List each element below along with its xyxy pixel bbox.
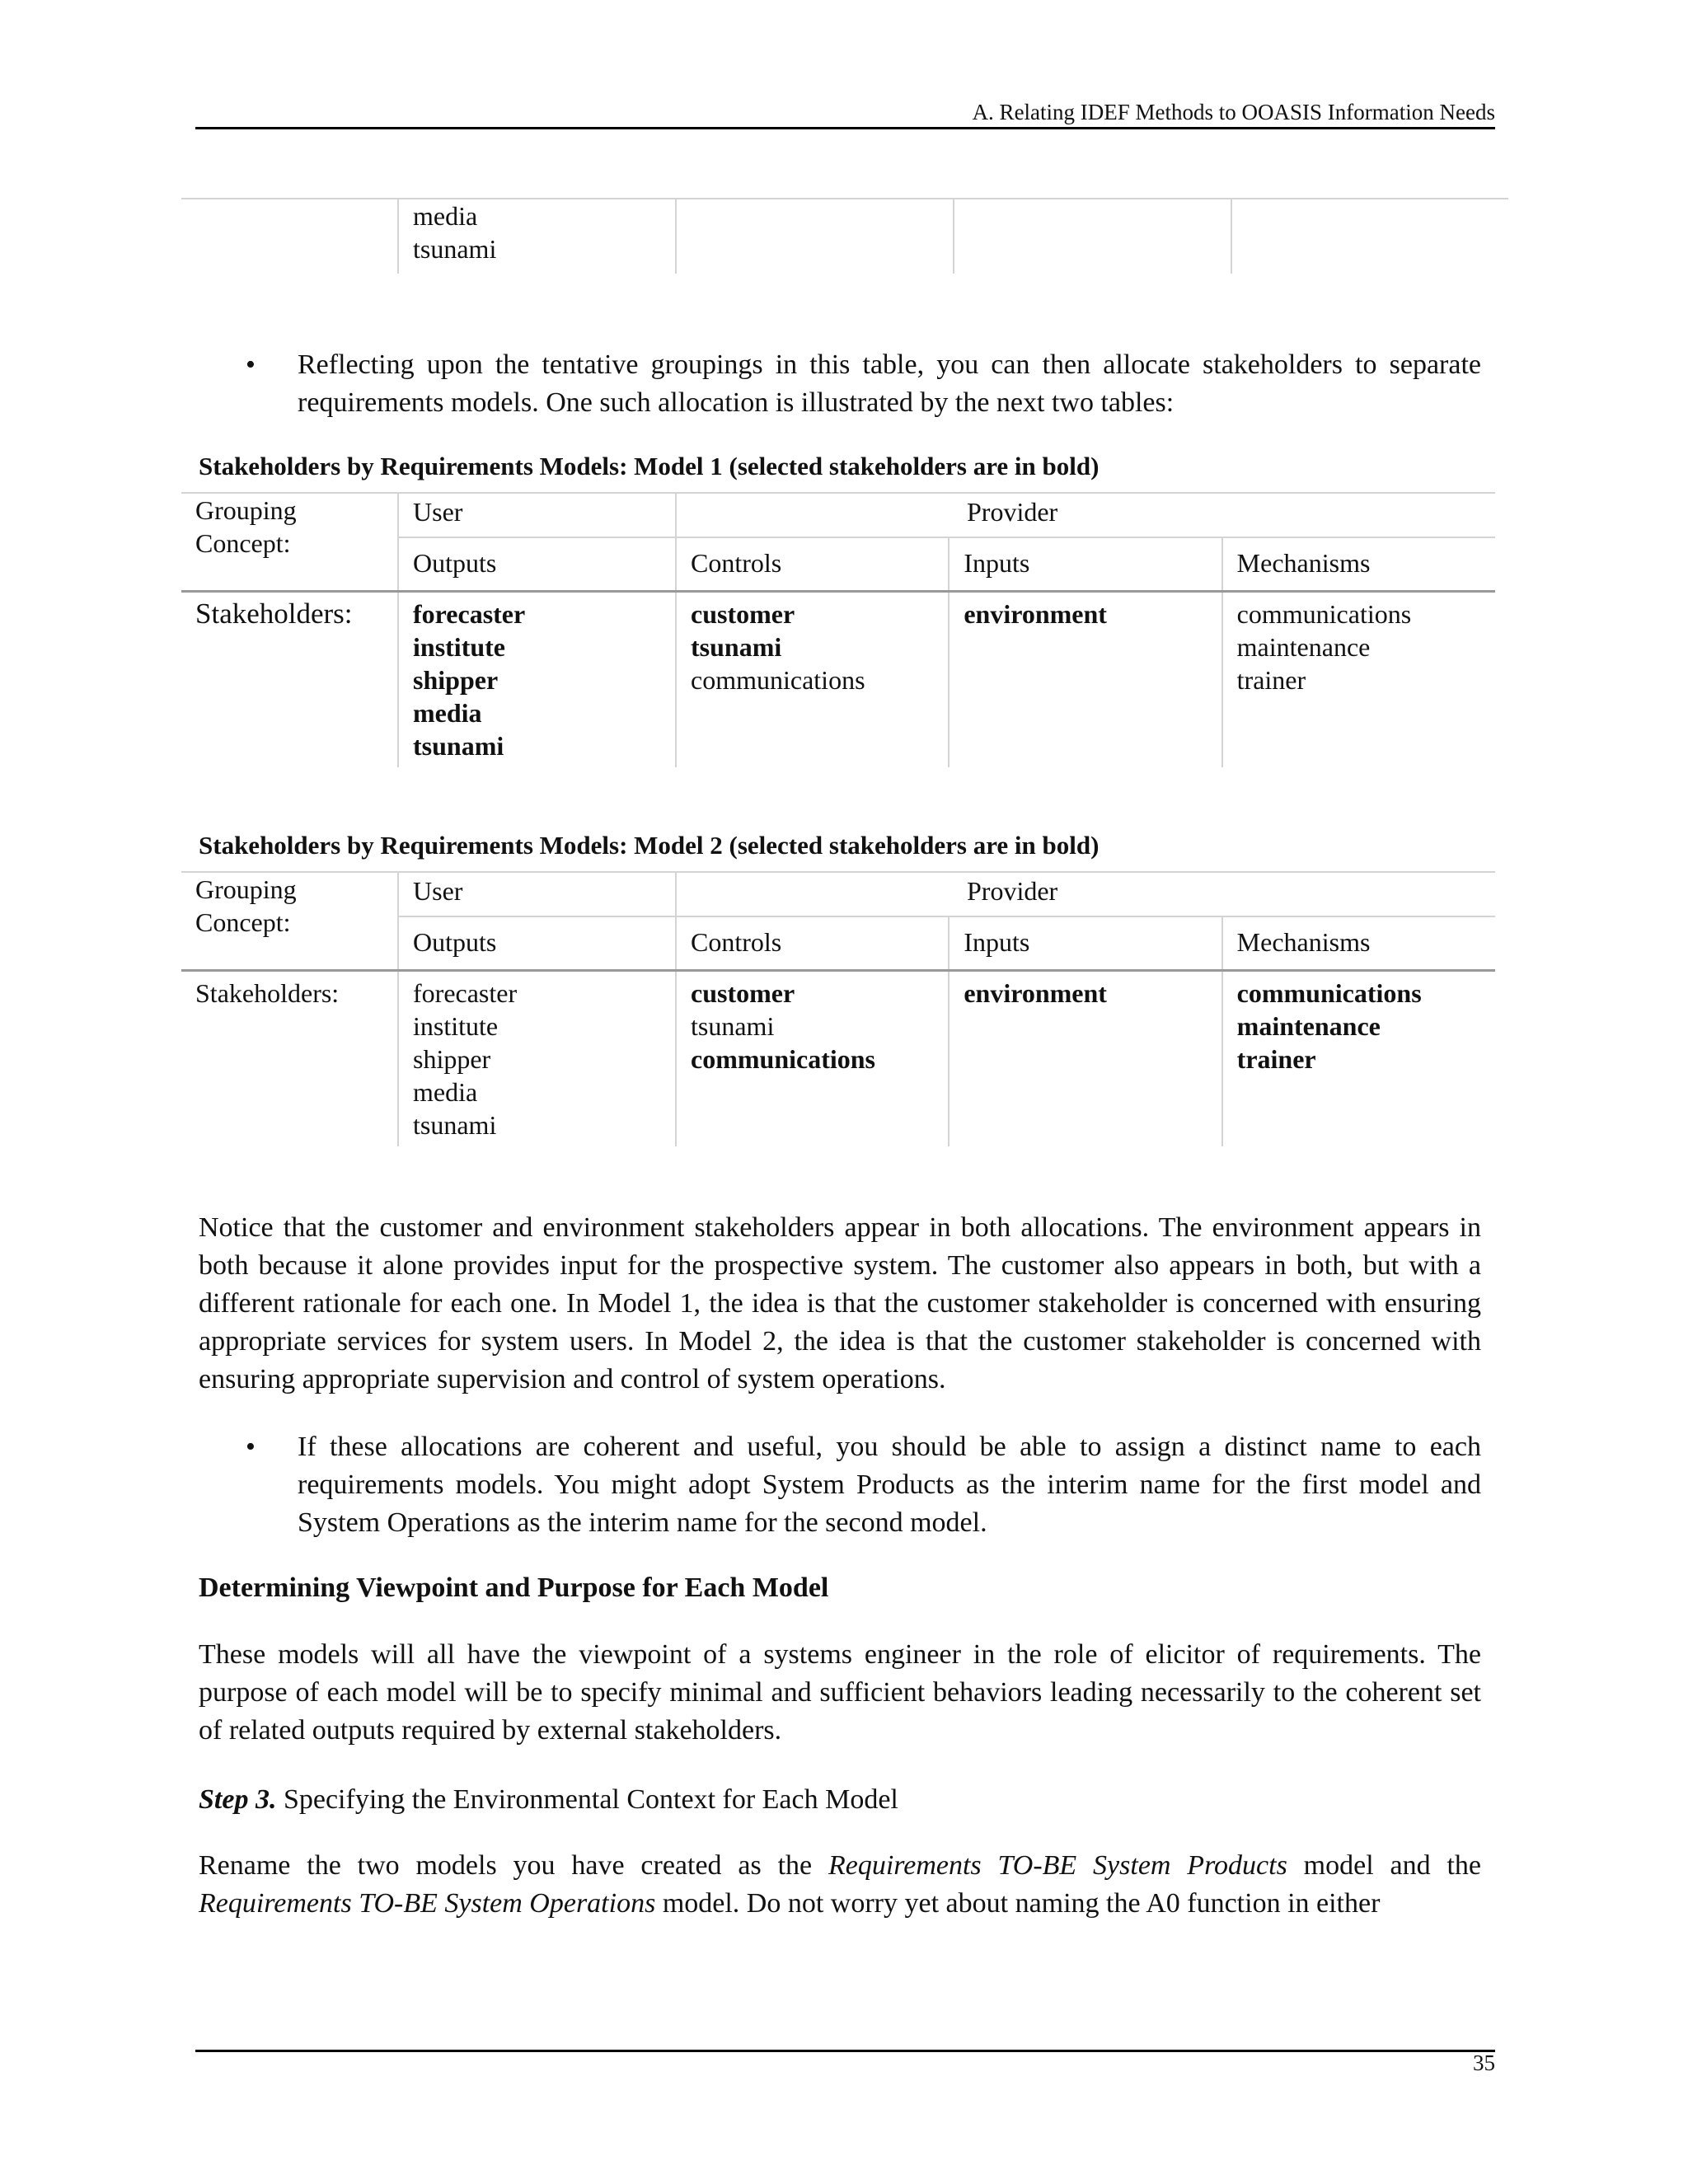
stakeholder-item: shipper [413,1044,491,1074]
bullet-icon: • [246,349,256,380]
table2-outputs-header: Outputs [398,916,676,971]
table2-controls-cell [676,971,949,1147]
table1-caption: Stakeholders by Requirements Models: Model 1 (selected stakeholders are in bold) [199,452,1100,480]
table2-mechanisms-cell [1222,971,1495,1147]
continued-output-item: tsunami [413,234,497,264]
stakeholder-item: maintenance [1236,1011,1381,1041]
bullet-text: If these allocations are coherent and useful, you should be able to assign a distinct name to each requirements models. You might adopt System Products as the interim name for the first model and System Operations as the interim name for the second model. [298,1432,1481,1538]
stakeholder-item: customer [691,599,795,629]
table1-user-header: User [398,493,676,537]
model-name-operations: Requirements TO-BE System Operations [199,1888,656,1919]
table1-outputs-cell [398,592,676,768]
stakeholder-item: forecaster [413,599,526,629]
stakeholder-item: environment [964,599,1107,629]
bullet-text: Reflecting upon the tentative groupings in this table, you can then allocate stakeholders to separate requirements models. One such allocation is illustrated by the next two tables: [298,349,1481,418]
table2-provider-header: Provider [676,872,1495,916]
paragraph-rename: Rename the two models you have created as the Requirements TO-BE System Products model and the Requirements TO-BE System Operations model. Do not worry yet about naming the A0 function in either [199,1850,1481,1919]
step-label: Step 3. [199,1784,277,1815]
continued-empty-cell [181,199,398,274]
table2-controls-header: Controls [676,916,949,971]
stakeholder-item: tsunami [413,731,504,761]
table1-inputs-header: Inputs [949,537,1221,592]
stakeholder-item: trainer [1236,1044,1316,1074]
table2-mechanisms-header: Mechanisms [1222,916,1495,971]
table2-grouping-label: Grouping Concept: [181,872,398,971]
stakeholder-item: media [413,1077,478,1107]
stakeholder-item: customer [691,978,795,1008]
table1-controls-header: Controls [676,537,949,592]
paragraph-allocations: Notice that the customer and environment stakeholders appear in both allocations. The environment appears in both because it alone provides input for the prospective system. The customer also appears in both, but with a different rationale for each one. In Model 1, the idea is that the customer stakeholder is concerned with ensuring appropriate services for system users. In Model 2, the idea is that the customer stakeholder is concerned with ensuring appropriate supervision and control of system operations. [199,1212,1481,1394]
stakeholder-item: communications [691,1044,875,1074]
continued-table [181,198,1508,274]
paragraph-viewpoint: These models will all have the viewpoint of a systems engineer in the role of elicitor of requirements. The purpose of each model will be to specify minimal and sufficient behaviors leading necessarily to the coherent set of related outputs required by external stakeholders. [199,1639,1481,1746]
stakeholder-item: maintenance [1236,632,1371,662]
stakeholder-item: institute [413,632,505,662]
step-line [199,1781,1481,1819]
table1-mechanisms-cell [1222,592,1495,768]
stakeholder-item: communications [691,665,865,695]
continued-outputs-cell [398,199,676,274]
table1-mechanisms-header: Mechanisms [1222,537,1495,592]
stakeholder-item: communications [1236,978,1422,1008]
stakeholder-item: institute [413,1011,499,1041]
stakeholder-item: environment [964,978,1107,1008]
stakeholder-item: tsunami [691,1011,775,1041]
page-number: 35 [1473,2050,1495,2075]
header-rule [195,127,1495,129]
table1-grouping-label: Grouping Concept: [181,493,398,592]
stakeholder-item: trainer [1236,665,1306,695]
table2-inputs-cell [949,971,1221,1147]
step-text: Specifying the Environmental Context for Each Model [276,1784,898,1815]
continued-output-item: media [413,201,478,231]
table1-provider-header: Provider [676,493,1495,537]
table2-outputs-cell [398,971,676,1147]
stakeholder-item: forecaster [413,978,518,1008]
running-header: A. Relating IDEF Methods to OOASIS Information Needs [972,100,1495,124]
section-heading: Determining Viewpoint and Purpose for Each Model [199,1572,829,1603]
table2-row-label: Stakeholders: [181,971,398,1147]
stakeholder-item: tsunami [413,1110,497,1140]
table1-inputs-cell [949,592,1221,768]
table2-user-header: User [398,872,676,916]
bullet-item [199,1428,1481,1542]
stakeholder-item: shipper [413,665,499,695]
table1 [181,492,1495,767]
table2 [181,871,1495,1146]
bullet-icon: • [246,1432,256,1462]
table2-inputs-header: Inputs [949,916,1221,971]
model-name-products: Requirements TO-BE System Products [828,1850,1287,1881]
stakeholder-item: tsunami [691,632,782,662]
table1-row-label: Stakeholders: [181,592,398,768]
bullet-item [199,346,1481,422]
table2-caption: Stakeholders by Requirements Models: Model 2 (selected stakeholders are in bold) [199,831,1100,860]
table1-outputs-header: Outputs [398,537,676,592]
stakeholder-item: communications [1236,599,1412,629]
stakeholder-item: media [413,698,482,728]
table1-controls-cell [676,592,949,768]
